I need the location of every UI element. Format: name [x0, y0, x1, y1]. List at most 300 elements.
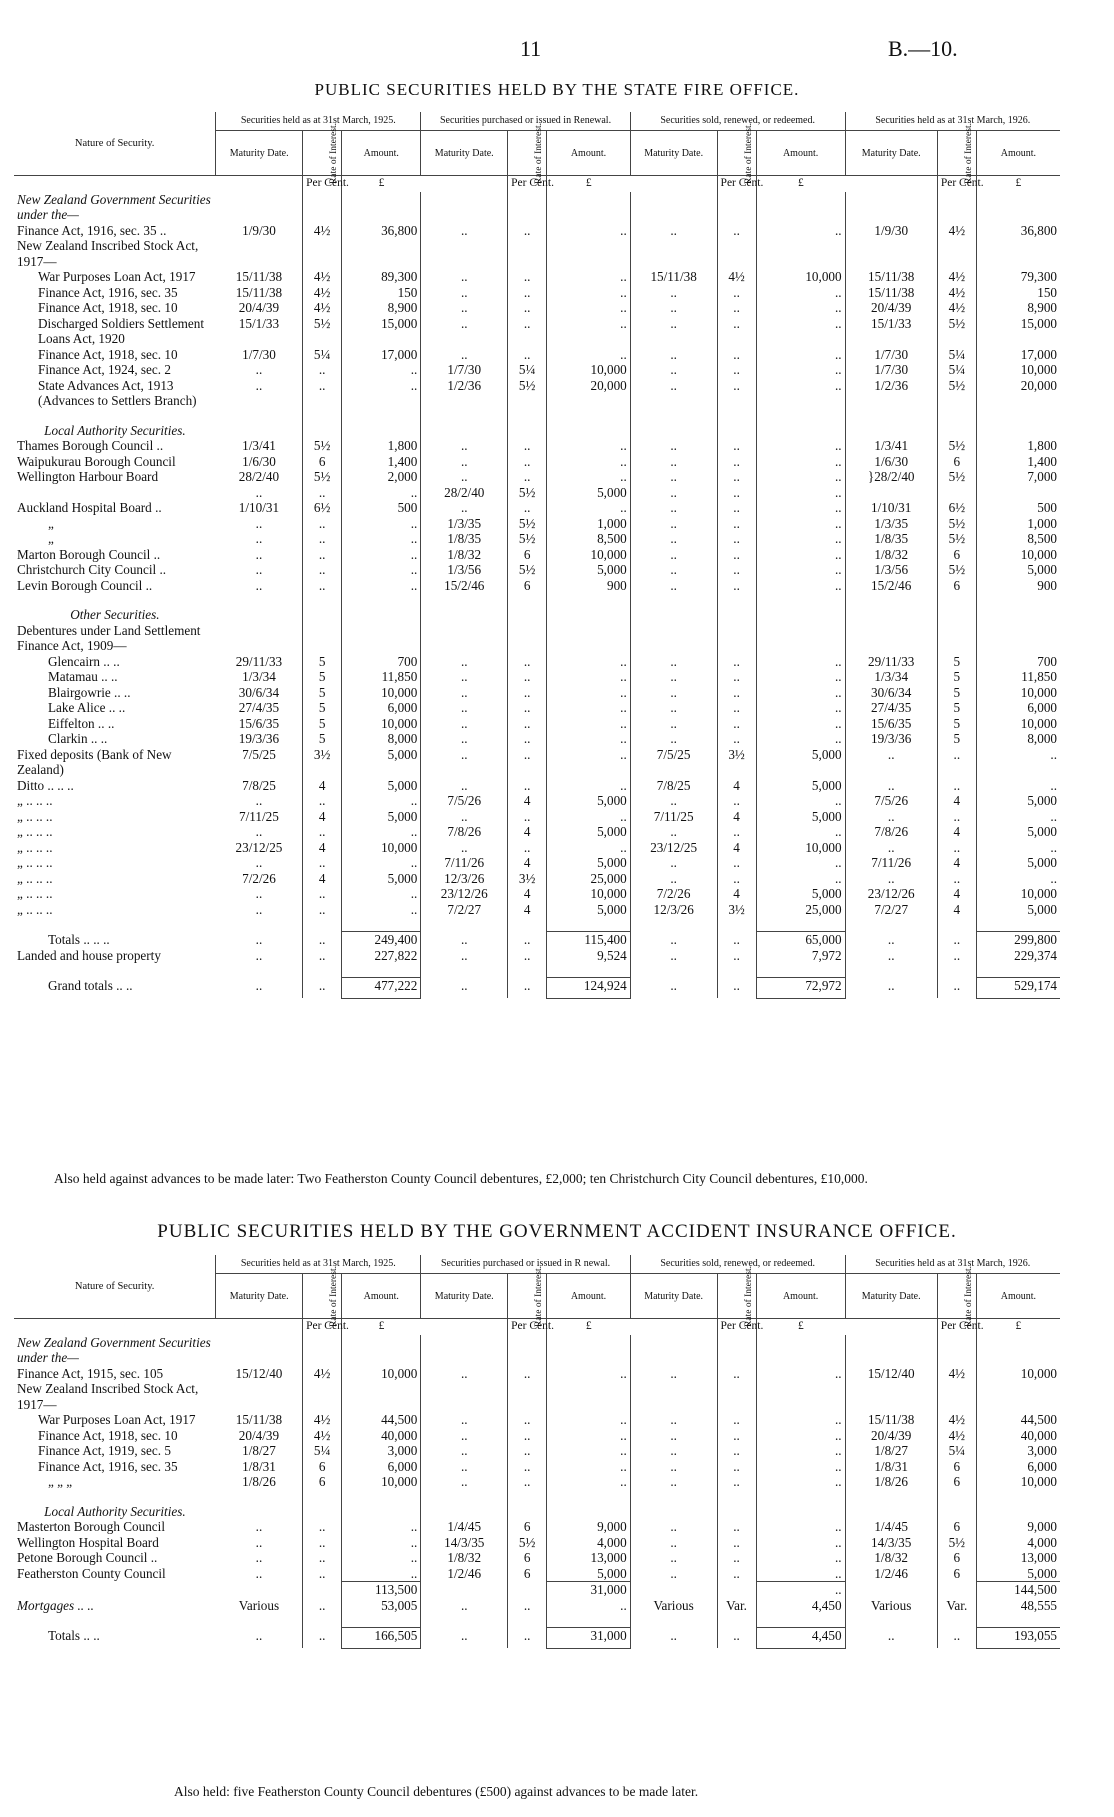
- maturity-date-cell: 15/11/38: [630, 269, 717, 285]
- table-row: [14, 1613, 1060, 1628]
- maturity-date-cell: [845, 409, 937, 423]
- rate-cell: 6: [303, 1474, 342, 1490]
- maturity-date-cell: 1/3/41: [242, 438, 276, 453]
- amount-cell: 72,972: [756, 978, 845, 999]
- table-row: [14, 500, 1060, 516]
- rate-cell: 5¼: [303, 347, 342, 363]
- table-row: [14, 423, 1060, 439]
- maturity-date-cell: 1/6/30: [242, 453, 276, 469]
- rate-cell: [937, 917, 976, 932]
- table-row: [14, 1381, 1060, 1412]
- table-row: [14, 454, 1060, 470]
- table-row: [14, 593, 1060, 607]
- rate-cell: [508, 1504, 547, 1520]
- rate-cell: 5½: [508, 516, 547, 532]
- table-row: [14, 685, 1060, 701]
- rate-cell: ..: [717, 531, 756, 547]
- table-row: [14, 1412, 1060, 1428]
- maturity-date-cell: 1/3/41: [845, 438, 937, 454]
- maturity-date-cell: 14/3/35: [845, 1535, 937, 1551]
- maturity-date-cell: 15/1/33: [845, 316, 937, 347]
- rate-cell: ..: [717, 1550, 756, 1566]
- maturity-date-cell: 1/3/56: [421, 562, 508, 578]
- maturity-date-cell: 1/3/34: [845, 669, 937, 685]
- amount-cell: 10,000: [342, 1474, 421, 1490]
- table-row: [14, 469, 1060, 485]
- rate-cell: [937, 409, 976, 423]
- rate-cell: ..: [937, 778, 976, 794]
- rate-cell: 4: [717, 840, 756, 856]
- maturity-date-cell: [421, 238, 508, 269]
- amount-cell: 25,000: [756, 902, 845, 918]
- amount-cell: [547, 593, 631, 607]
- rate-cell: [937, 607, 976, 623]
- rate-cell: [508, 593, 547, 607]
- security-name: Clarkin .. ..: [48, 731, 108, 746]
- table-row: [14, 300, 1060, 316]
- maturity-date-cell: 19/3/36: [238, 731, 280, 746]
- security-name: Blairgowrie .. ..: [48, 684, 131, 700]
- amount-cell: [976, 485, 1060, 501]
- rate-cell: 4: [508, 793, 547, 809]
- maturity-date-cell: [630, 607, 717, 623]
- rate-cell: ..: [717, 562, 756, 578]
- rate-cell: [717, 607, 756, 623]
- amount-cell: [756, 1504, 845, 1520]
- rate-cell: 5½: [303, 469, 342, 485]
- rate-cell: [508, 607, 547, 623]
- amount-cell: ..: [547, 1598, 631, 1614]
- rate-cell: ..: [717, 716, 756, 732]
- maturity-date-cell: 1/8/32: [421, 547, 508, 563]
- table-row: [14, 700, 1060, 716]
- amount-header: Amount.: [976, 1274, 1060, 1319]
- rate-cell: ..: [717, 654, 756, 670]
- amount-cell: ..: [756, 531, 845, 547]
- amount-cell: ..: [756, 223, 845, 239]
- security-name: „ .. .. ..: [17, 855, 53, 870]
- amount-cell: ..: [756, 285, 845, 301]
- amount-cell: 500: [342, 500, 421, 516]
- maturity-date-cell: }28/2/40: [845, 469, 937, 485]
- rate-cell: [717, 192, 756, 223]
- amount-cell: ..: [756, 1582, 845, 1598]
- security-name: Masterton Borough Council: [17, 1519, 165, 1534]
- nature-of-security-header: Nature of Security.: [14, 1255, 216, 1319]
- amount-cell: ..: [976, 809, 1060, 825]
- rate-of-interest-header: [303, 1266, 342, 1327]
- rate-cell: 5¼: [508, 362, 547, 378]
- maturity-date-cell: Various: [845, 1598, 937, 1614]
- rate-cell: 5½: [937, 316, 976, 347]
- maturity-date-cell: 7/8/26: [845, 824, 937, 840]
- table-row: [14, 1566, 1060, 1582]
- unit-label: [845, 176, 937, 192]
- table-row: [14, 824, 1060, 840]
- security-name: Wellington Harbour Board: [17, 469, 159, 484]
- maturity-date-cell: ..: [255, 931, 263, 947]
- rate-cell: Var.: [937, 1598, 976, 1614]
- rate-cell: 6: [937, 1550, 976, 1566]
- maturity-date-cell: 7/2/27: [421, 902, 508, 918]
- maturity-date-cell: Various: [238, 1597, 280, 1613]
- rate-cell: [303, 423, 342, 439]
- amount-cell: 1,000: [976, 516, 1060, 532]
- rate-cell: 4½: [303, 1428, 342, 1444]
- maturity-date-cell: [630, 1582, 717, 1598]
- amount-cell: ..: [547, 654, 631, 670]
- amount-cell: [976, 1335, 1060, 1366]
- rate-cell: ..: [937, 871, 976, 887]
- amount-cell: 8,000: [976, 731, 1060, 747]
- maturity-date-cell: ..: [421, 347, 508, 363]
- amount-cell: ..: [342, 362, 421, 378]
- rate-cell: 5: [937, 716, 976, 732]
- maturity-date-cell: ..: [421, 300, 508, 316]
- rate-cell: 5¼: [303, 1443, 342, 1459]
- amount-cell: ..: [756, 1519, 845, 1535]
- rate-cell: [303, 1335, 342, 1366]
- rate-of-interest-header: [303, 123, 342, 184]
- maturity-date-cell: [421, 192, 508, 223]
- maturity-date-cell: [216, 423, 303, 439]
- maturity-date-cell: 12/3/26: [421, 871, 508, 887]
- amount-cell: ..: [547, 1366, 631, 1382]
- maturity-date-cell: [845, 1613, 937, 1628]
- maturity-date-cell: 7/8/25: [630, 778, 717, 794]
- maturity-date-cell: 15/11/38: [845, 1412, 937, 1428]
- maturity-date-cell: [421, 409, 508, 423]
- amount-header: Amount.: [342, 131, 421, 176]
- amount-cell: 10,000: [547, 547, 631, 563]
- maturity-date-cell: [421, 963, 508, 978]
- amount-cell: 9,000: [976, 1519, 1060, 1535]
- amount-cell: 4,450: [756, 1598, 845, 1614]
- rate-cell: ..: [508, 778, 547, 794]
- amount-cell: [976, 623, 1060, 654]
- maturity-date-cell: ..: [630, 1535, 717, 1551]
- amount-cell: ..: [547, 438, 631, 454]
- rate-of-interest-label: Rate of Interest.: [963, 123, 974, 184]
- rate-cell: ..: [717, 871, 756, 887]
- rate-cell: ..: [717, 223, 756, 239]
- rate-cell: [303, 238, 342, 269]
- table-row: [14, 562, 1060, 578]
- rate-cell: ..: [508, 1366, 547, 1382]
- rate-cell: 4½: [937, 1366, 976, 1382]
- amount-cell: ..: [547, 1443, 631, 1459]
- amount-cell: [976, 1490, 1060, 1504]
- maturity-date-cell: ..: [630, 300, 717, 316]
- amount-cell: ..: [547, 469, 631, 485]
- rate-cell: [303, 623, 342, 654]
- amount-cell: 5,000: [756, 778, 845, 794]
- unit-label: Per Cent.: [508, 1319, 547, 1335]
- maturity-date-cell: ..: [630, 578, 717, 594]
- rate-cell: ..: [508, 438, 547, 454]
- amount-cell: ..: [756, 731, 845, 747]
- amount-header: Amount.: [547, 1274, 631, 1319]
- table-row: [14, 1504, 1060, 1520]
- rate-cell: ..: [303, 362, 342, 378]
- amount-cell: ..: [547, 285, 631, 301]
- rate-cell: 5: [303, 654, 342, 670]
- rate-cell: [303, 607, 342, 623]
- rate-cell: 6: [508, 578, 547, 594]
- rate-cell: ..: [937, 932, 976, 948]
- table-row: [14, 793, 1060, 809]
- maturity-date-cell: ..: [630, 685, 717, 701]
- security-name: Totals .. .. ..: [48, 931, 110, 947]
- rate-cell: 5: [937, 700, 976, 716]
- unit-label: £: [547, 1319, 631, 1335]
- maturity-date-cell: [216, 192, 303, 223]
- rate-cell: ..: [303, 1535, 342, 1551]
- rate-cell: 5¼: [937, 347, 976, 363]
- amount-cell: ..: [547, 840, 631, 856]
- group-header: Securities sold, renewed, or redeemed.: [630, 1255, 845, 1274]
- maturity-date-header: Maturity Date.: [421, 131, 508, 176]
- maturity-date-cell: 15/11/38: [235, 1412, 283, 1427]
- maturity-date-cell: ..: [630, 223, 717, 239]
- maturity-date-cell: ..: [630, 824, 717, 840]
- rate-cell: ..: [717, 669, 756, 685]
- security-name: [14, 1613, 216, 1628]
- maturity-date-cell: ..: [421, 1428, 508, 1444]
- amount-cell: 5,000: [976, 855, 1060, 871]
- table-row: [14, 516, 1060, 532]
- amount-cell: ..: [547, 1428, 631, 1444]
- amount-cell: [976, 1613, 1060, 1628]
- maturity-date-cell: ..: [255, 886, 263, 901]
- maturity-date-cell: [630, 593, 717, 607]
- rate-cell: 6: [303, 454, 342, 470]
- amount-cell: [342, 1490, 421, 1504]
- amount-cell: 1,400: [976, 454, 1060, 470]
- rate-cell: 4½: [937, 285, 976, 301]
- amount-cell: 10,000: [976, 1474, 1060, 1490]
- unit-label: [216, 176, 303, 192]
- amount-cell: 5,000: [547, 824, 631, 840]
- maturity-date-cell: 1/3/56: [845, 562, 937, 578]
- maturity-date-cell: 29/11/33: [845, 654, 937, 670]
- amount-cell: [342, 593, 421, 607]
- maturity-date-cell: [421, 1490, 508, 1504]
- security-name: „ .. .. ..: [17, 808, 53, 824]
- maturity-date-cell: [845, 1381, 937, 1412]
- amount-cell: 5,000: [756, 809, 845, 825]
- amount-cell: [976, 1381, 1060, 1412]
- rate-cell: ..: [508, 347, 547, 363]
- table-row: [14, 1598, 1060, 1614]
- security-name: [14, 409, 216, 423]
- rate-cell: ..: [717, 793, 756, 809]
- rate-cell: ..: [717, 978, 756, 999]
- rate-cell: ..: [303, 1550, 342, 1566]
- rate-cell: [717, 593, 756, 607]
- amount-cell: [547, 1504, 631, 1520]
- rate-cell: 3½: [303, 747, 342, 778]
- amount-cell: [976, 238, 1060, 269]
- rate-cell: ..: [303, 978, 342, 999]
- amount-cell: [547, 1490, 631, 1504]
- table-row: [14, 716, 1060, 732]
- amount-cell: 150: [976, 285, 1060, 301]
- rate-cell: ..: [303, 547, 342, 563]
- amount-cell: 31,000: [547, 1582, 631, 1598]
- maturity-date-cell: ..: [255, 1519, 263, 1534]
- amount-cell: ..: [547, 1459, 631, 1475]
- maturity-date-cell: 14/3/35: [421, 1535, 508, 1551]
- amount-cell: ..: [756, 516, 845, 532]
- security-name: Finance Act, 1916, sec. 35 ..: [17, 222, 167, 238]
- amount-cell: [756, 917, 845, 932]
- amount-cell: ..: [756, 316, 845, 347]
- amount-cell: 10,000: [342, 840, 421, 856]
- maturity-date-cell: ..: [845, 778, 937, 794]
- amount-cell: 48,555: [976, 1598, 1060, 1614]
- amount-cell: 10,000: [976, 685, 1060, 701]
- amount-cell: [547, 1381, 631, 1412]
- amount-cell: ..: [547, 747, 631, 778]
- security-name: Waipukurau Borough Council: [17, 453, 176, 469]
- amount-cell: ..: [547, 685, 631, 701]
- amount-cell: 1,800: [342, 438, 421, 454]
- security-name: Mortgages .. ..: [17, 1597, 94, 1613]
- maturity-date-cell: [845, 192, 937, 223]
- rate-cell: 4½: [303, 285, 342, 301]
- amount-cell: [342, 423, 421, 439]
- security-name: Christchurch City Council ..: [17, 562, 167, 577]
- rate-cell: 4½: [937, 1428, 976, 1444]
- amount-cell: 5,000: [342, 747, 421, 778]
- table-row: [14, 731, 1060, 747]
- rate-cell: [303, 192, 342, 223]
- rate-cell: [717, 963, 756, 978]
- rate-cell: ..: [508, 223, 547, 239]
- amount-cell: 166,505: [342, 1628, 421, 1649]
- page-header: [0, 36, 1114, 66]
- maturity-date-cell: [845, 423, 937, 439]
- rate-cell: ..: [717, 700, 756, 716]
- maturity-date-cell: ..: [421, 469, 508, 485]
- security-name: Thames Borough Council ..: [17, 438, 164, 453]
- security-name: Levin Borough Council ..: [17, 577, 153, 593]
- rate-cell: 4½: [937, 223, 976, 239]
- rate-of-interest-label: Rate of Interest.: [329, 1266, 340, 1327]
- security-name: Glencairn .. ..: [48, 653, 120, 669]
- maturity-date-cell: ..: [630, 562, 717, 578]
- maturity-date-cell: [630, 963, 717, 978]
- rate-cell: 6½: [937, 500, 976, 516]
- rate-cell: [303, 1504, 342, 1520]
- rate-cell: ..: [717, 500, 756, 516]
- maturity-date-cell: ..: [421, 223, 508, 239]
- maturity-date-cell: ..: [421, 438, 508, 454]
- security-name: Finance Act, 1918, sec. 10: [38, 300, 178, 315]
- amount-cell: ..: [547, 223, 631, 239]
- rate-cell: ..: [717, 932, 756, 948]
- rate-cell: ..: [508, 1474, 547, 1490]
- rate-cell: ..: [717, 547, 756, 563]
- table-row: [14, 285, 1060, 301]
- amount-cell: ..: [547, 300, 631, 316]
- maturity-date-cell: [421, 1582, 508, 1598]
- rate-cell: 5¼: [937, 1443, 976, 1459]
- rate-cell: 4: [508, 902, 547, 918]
- rate-cell: 5: [937, 654, 976, 670]
- rate-cell: ..: [717, 731, 756, 747]
- rate-cell: [508, 409, 547, 423]
- table-row: [14, 1428, 1060, 1444]
- amount-cell: ..: [756, 1443, 845, 1459]
- maturity-date-cell: 1/8/32: [845, 1550, 937, 1566]
- unit-label: £: [342, 1319, 421, 1335]
- amount-cell: 13,000: [547, 1550, 631, 1566]
- unit-label: [630, 1319, 717, 1335]
- rate-cell: [508, 192, 547, 223]
- maturity-date-cell: 1/2/46: [421, 1566, 508, 1582]
- rate-of-interest-label: Rate of Interest.: [534, 123, 545, 184]
- maturity-date-cell: ..: [421, 809, 508, 825]
- amount-cell: [342, 1335, 421, 1366]
- unit-label: [216, 1319, 303, 1335]
- rate-cell: [937, 192, 976, 223]
- table-row: [14, 1366, 1060, 1382]
- rate-cell: ..: [303, 824, 342, 840]
- maturity-date-cell: ..: [255, 546, 263, 562]
- rate-of-interest-header: [717, 123, 756, 184]
- maturity-date-cell: [421, 593, 508, 607]
- amount-cell: 150: [342, 285, 421, 301]
- security-name: „ „ „: [48, 1474, 73, 1489]
- amount-cell: ..: [756, 347, 845, 363]
- maturity-date-cell: [630, 423, 717, 439]
- rate-cell: 5: [303, 731, 342, 747]
- amount-cell: ..: [547, 269, 631, 285]
- security-name: Finance Act, 1918, sec. 10: [38, 346, 178, 362]
- maturity-date-cell: [630, 917, 717, 932]
- security-name: Other Securities.: [70, 607, 160, 622]
- amount-cell: ..: [756, 378, 845, 409]
- maturity-date-cell: [630, 192, 717, 223]
- amount-header: Amount.: [547, 131, 631, 176]
- maturity-date-cell: 1/8/27: [845, 1443, 937, 1459]
- rate-cell: 5: [937, 685, 976, 701]
- amount-cell: 6,000: [976, 700, 1060, 716]
- maturity-date-cell: 27/4/35: [238, 700, 280, 715]
- group-header: Securities held as at 31st March, 1925.: [216, 1255, 421, 1274]
- amount-cell: 115,400: [547, 932, 631, 948]
- rate-cell: 5½: [937, 378, 976, 409]
- group-header: Securities sold, renewed, or redeemed.: [630, 112, 845, 131]
- amount-cell: ..: [976, 871, 1060, 887]
- amount-cell: ..: [756, 654, 845, 670]
- rate-cell: ..: [508, 285, 547, 301]
- security-name: Local Authority Securities.: [44, 422, 186, 438]
- maturity-date-cell: [216, 917, 303, 932]
- rate-cell: ..: [508, 685, 547, 701]
- maturity-date-header: Maturity Date.: [845, 1274, 937, 1319]
- maturity-date-cell: 28/2/40: [421, 485, 508, 501]
- amount-cell: ..: [547, 454, 631, 470]
- maturity-date-cell: [845, 623, 937, 654]
- rate-cell: [508, 1335, 547, 1366]
- rate-cell: ..: [717, 1412, 756, 1428]
- amount-cell: 299,800: [976, 932, 1060, 948]
- maturity-date-cell: ..: [630, 1366, 717, 1382]
- rate-cell: ..: [717, 1443, 756, 1459]
